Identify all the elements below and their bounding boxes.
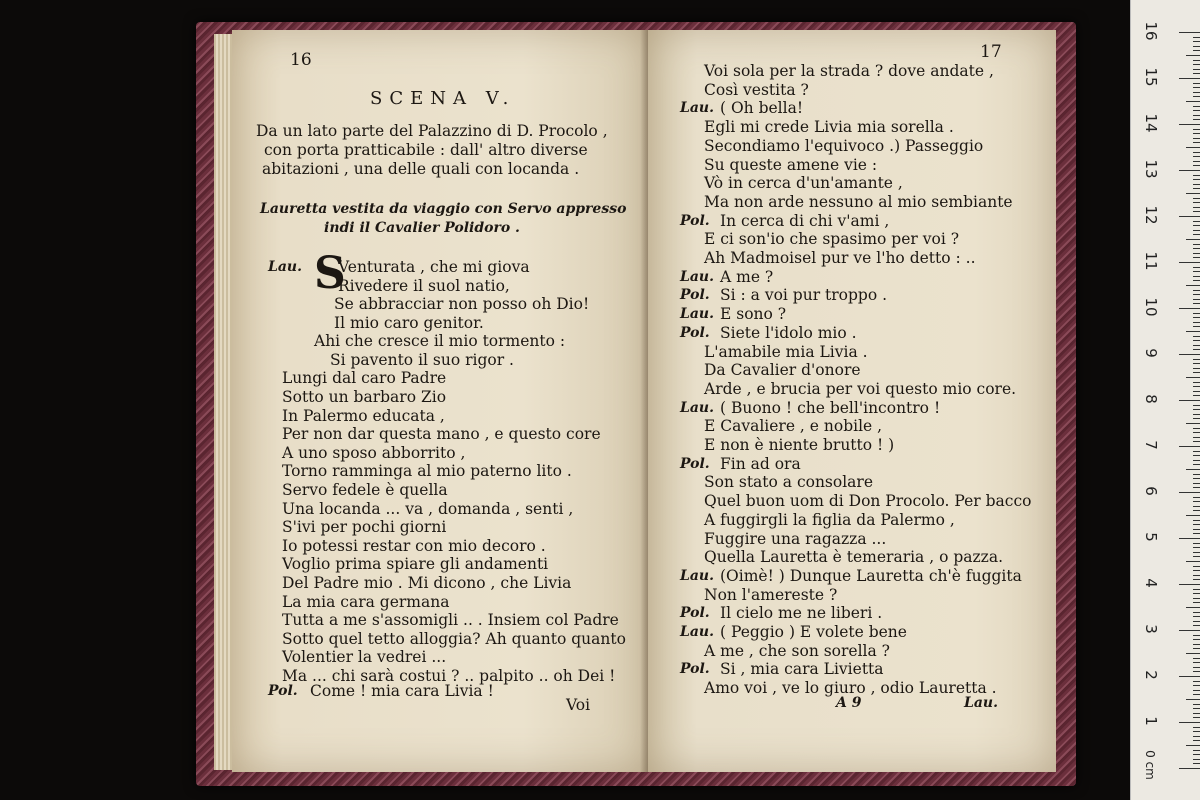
- verse-line: Il mio caro genitor.: [334, 313, 484, 332]
- ruler-tick: [1193, 740, 1200, 741]
- ruler-tick: [1193, 133, 1200, 134]
- verse-line: Del Padre mio . Mi dicono , che Livia: [282, 574, 572, 592]
- ruler-number: 1: [1142, 716, 1160, 726]
- signature-mark: A 9: [836, 695, 862, 711]
- ruler-tick: [1193, 211, 1200, 212]
- ruler-tick: [1193, 359, 1200, 360]
- speaker-label: Lau.: [680, 268, 714, 285]
- ruler-tick: [1193, 83, 1200, 84]
- ruler-tick: [1193, 46, 1200, 47]
- dialogue-line: In cerca di chi v'ami ,: [720, 211, 890, 230]
- ruler-tick: [1193, 280, 1200, 281]
- dialogue-line: ( Buono ! che bell'incontro !: [720, 398, 941, 417]
- ruler-number: 14: [1142, 113, 1160, 133]
- dialogue-line: E Cavaliere , e nobile ,: [704, 417, 883, 436]
- ruler-tick: [1193, 409, 1200, 410]
- ruler-tick: [1193, 60, 1200, 61]
- ruler-tick: [1186, 55, 1200, 56]
- ruler-tick: [1193, 763, 1200, 764]
- ruler-tick: [1193, 299, 1200, 300]
- ruler-tick: [1179, 630, 1200, 631]
- ruler-tick: [1193, 349, 1200, 350]
- ruler-tick: [1193, 658, 1200, 659]
- ruler-tick: [1186, 607, 1200, 608]
- ruler-tick: [1193, 501, 1200, 502]
- ruler-tick: [1193, 510, 1200, 511]
- verse-line: Ahi che cresce il mio tormento :: [314, 332, 566, 351]
- ruler-tick: [1179, 170, 1200, 171]
- ruler-number: 9: [1142, 348, 1160, 358]
- ruler-tick: [1193, 552, 1200, 553]
- dialogue-line: Egli mi crede Livia mia sorella .: [704, 118, 954, 137]
- ruler-tick: [1193, 621, 1200, 622]
- dialogue-line: Voi sola per la strada ? dove andate ,: [704, 62, 994, 80]
- ruler-tick: [1193, 317, 1200, 318]
- page-number: 17: [980, 42, 1002, 62]
- ruler-tick: [1193, 165, 1200, 166]
- ruler-tick: [1193, 704, 1200, 705]
- ruler-tick: [1193, 156, 1200, 157]
- ruler-tick: [1193, 616, 1200, 617]
- ruler-tick: [1193, 340, 1200, 341]
- ruler-tick: [1179, 722, 1200, 723]
- ruler-tick: [1193, 451, 1200, 452]
- ruler-tick: [1179, 400, 1200, 401]
- ruler-tick: [1193, 303, 1200, 304]
- ruler-tick: [1193, 487, 1200, 488]
- ruler-tick: [1193, 188, 1200, 189]
- ruler-number: 6: [1142, 486, 1160, 496]
- ruler-tick: [1193, 635, 1200, 636]
- ruler-tick: [1186, 515, 1200, 516]
- ruler-tick: [1179, 354, 1200, 355]
- dialogue-line: E non è niente brutto ! ): [704, 436, 895, 454]
- ruler-tick: [1193, 73, 1200, 74]
- verse-line: Voglio prima spiare gli andamenti: [282, 555, 549, 574]
- ruler-tick: [1193, 87, 1200, 88]
- dialogue-line: Fin ad ora: [720, 454, 801, 473]
- ruler-tick: [1193, 115, 1200, 116]
- ruler-tick: [1193, 290, 1200, 291]
- ruler-tick: [1186, 239, 1200, 240]
- ruler-tick: [1193, 437, 1200, 438]
- dialogue-line: Si , mia cara Livietta: [720, 660, 884, 679]
- dialogue-line: A me , che son sorella ?: [704, 641, 890, 660]
- verse-line: Per non dar questa mano , e questo core: [282, 425, 601, 444]
- dialogue-line: Il cielo me ne liberi .: [720, 604, 883, 623]
- ruler-tick: [1193, 184, 1200, 185]
- speaker-label: Pol.: [680, 661, 710, 678]
- ruler-tick: [1193, 736, 1200, 737]
- ruler-tick: [1193, 717, 1200, 718]
- dialogue-line: L'amabile mia Livia .: [704, 342, 868, 361]
- ruler-tick: [1193, 179, 1200, 180]
- ruler-tick: [1193, 253, 1200, 254]
- ruler-tick: [1193, 69, 1200, 70]
- ruler-tick: [1193, 506, 1200, 507]
- ruler-tick: [1193, 625, 1200, 626]
- ruler-tick: [1193, 175, 1200, 176]
- ruler-tick: [1193, 667, 1200, 668]
- ruler-tick: [1179, 768, 1200, 769]
- dialogue-line: Quel buon uom di Don Procolo. Per bacco: [704, 492, 1032, 511]
- ruler-tick: [1193, 368, 1200, 369]
- ruler-tick: [1193, 294, 1200, 295]
- ruler-tick: [1193, 152, 1200, 153]
- ruler-tick: [1186, 653, 1200, 654]
- ruler-tick: [1193, 391, 1200, 392]
- ruler-tick: [1179, 446, 1200, 447]
- ruler-tick: [1193, 648, 1200, 649]
- speaker-label: Lau.: [680, 567, 714, 584]
- ruler-tick: [1186, 101, 1200, 102]
- ruler-tick: [1193, 225, 1200, 226]
- ruler-tick: [1179, 262, 1200, 263]
- ruler-tick: [1193, 138, 1200, 139]
- ruler-number: 10: [1142, 297, 1160, 317]
- ruler-tick: [1193, 662, 1200, 663]
- ruler-tick: [1193, 593, 1200, 594]
- ruler-tick: [1193, 460, 1200, 461]
- speaker-label: Pol.: [680, 455, 710, 472]
- verse-line: Si pavento il suo rigor .: [330, 350, 514, 369]
- ruler-number: 8: [1142, 394, 1160, 404]
- ruler-number: 11: [1142, 251, 1160, 271]
- character-line: indi il Cavalier Polidoro .: [324, 220, 520, 236]
- ruler-tick: [1193, 524, 1200, 525]
- ruler-tick: [1193, 543, 1200, 544]
- ruler-number: 12: [1142, 205, 1160, 225]
- ruler-number: 3: [1142, 624, 1160, 634]
- verse-line: Sotto un barbaro Zio: [282, 388, 447, 406]
- ruler-tick: [1193, 202, 1200, 203]
- ruler-tick: [1179, 676, 1200, 677]
- ruler-tick: [1193, 566, 1200, 567]
- ruler-tick: [1179, 584, 1200, 585]
- setting-line: Da un lato parte del Palazzino di D. Procolo ,: [256, 122, 608, 140]
- verse-line: Venturata , che mi giova: [338, 258, 530, 276]
- ruler-tick: [1193, 602, 1200, 603]
- ruler-tick: [1179, 308, 1200, 309]
- ruler-tick: [1193, 110, 1200, 111]
- setting-line: abitazioni , una delle quali con locanda .: [262, 160, 580, 178]
- catchword: Voi: [566, 696, 591, 714]
- ruler-tick: [1193, 92, 1200, 93]
- speaker-label: Pol.: [268, 683, 298, 699]
- ruler-tick: [1193, 497, 1200, 498]
- dialogue-line: Non l'amereste ?: [704, 585, 838, 604]
- ruler-tick: [1193, 207, 1200, 208]
- ruler-tick: [1193, 685, 1200, 686]
- ruler-tick: [1193, 579, 1200, 580]
- ruler-tick: [1193, 418, 1200, 419]
- ruler-tick: [1186, 423, 1200, 424]
- ruler-tick: [1193, 759, 1200, 760]
- ruler-tick: [1193, 372, 1200, 373]
- page-number: 16: [290, 50, 312, 70]
- ruler-tick: [1193, 271, 1200, 272]
- dialogue-line: Secondiamo l'equivoco .) Passeggio: [704, 136, 984, 155]
- dialogue-line: Amo voi , ve lo giuro , odio Lauretta .: [704, 679, 997, 698]
- speaker-label: Lau.: [680, 100, 714, 117]
- verse-line: Ma ... chi sarà costui ? .. palpito .. oh Dei !: [282, 667, 616, 685]
- ruler-tick: [1186, 469, 1200, 470]
- dialogue-line: Ma non arde nessuno al mio sembiante: [704, 192, 1013, 211]
- dialogue-line: Siete l'idolo mio .: [720, 323, 857, 342]
- ruler-tick: [1193, 681, 1200, 682]
- ruler-tick: [1193, 119, 1200, 120]
- verse-line: Io potessi restar con mio decoro .: [282, 536, 546, 555]
- ruler-tick: [1193, 612, 1200, 613]
- ruler-tick: [1193, 129, 1200, 130]
- ruler-tick: [1193, 142, 1200, 143]
- ruler-tick: [1193, 694, 1200, 695]
- ruler-tick: [1193, 533, 1200, 534]
- speaker-label: Lau.: [680, 624, 714, 640]
- ruler-tick: [1186, 699, 1200, 700]
- ruler-tick: [1193, 248, 1200, 249]
- verse-line: Rivedere il suol natio,: [338, 276, 510, 295]
- ruler-tick: [1193, 267, 1200, 268]
- verse-line: Tutta a me s'assomigli .. . Insiem col Padre: [282, 611, 619, 630]
- ruler-tick: [1193, 221, 1200, 222]
- ruler-tick: [1179, 32, 1200, 33]
- ruler-tick: [1193, 322, 1200, 323]
- ruler-tick: [1193, 639, 1200, 640]
- speaker-label: Pol.: [680, 324, 710, 341]
- verse-line: Lungi dal caro Padre: [282, 369, 447, 388]
- ruler-tick: [1193, 326, 1200, 327]
- ruler-tick: [1179, 124, 1200, 125]
- ruler-tick: [1193, 713, 1200, 714]
- ruler-tick: [1193, 64, 1200, 65]
- ruler-tick: [1193, 414, 1200, 415]
- ruler-tick: [1179, 538, 1200, 539]
- ruler-tick: [1193, 547, 1200, 548]
- ruler-number: 4: [1142, 578, 1160, 588]
- dialogue-line: Arde , e brucia per voi questo mio core.: [704, 379, 1017, 398]
- ruler-tick: [1193, 345, 1200, 346]
- ruler-tick: [1186, 193, 1200, 194]
- ruler-tick: [1193, 556, 1200, 557]
- ruler-tick: [1193, 483, 1200, 484]
- dialogue-line: E sono ?: [720, 305, 787, 324]
- speaker-label: Pol.: [680, 287, 710, 304]
- ruler-tick: [1193, 386, 1200, 387]
- ruler-tick: [1193, 276, 1200, 277]
- ruler-tick: [1193, 244, 1200, 245]
- ruler-tick: [1193, 529, 1200, 530]
- speaker-label: Lau.: [268, 259, 302, 275]
- verse-line: Servo fedele è quella: [282, 481, 448, 499]
- ruler-tick: [1193, 405, 1200, 406]
- ruler-tick: [1186, 285, 1200, 286]
- verse-line: Torno ramminga al mio paterno lito .: [282, 462, 572, 481]
- ruler-tick: [1193, 727, 1200, 728]
- ruler-tick: [1186, 377, 1200, 378]
- catchword: Lau.: [964, 695, 998, 711]
- verse-line: La mia cara germana: [282, 592, 450, 611]
- ruler-tick: [1193, 363, 1200, 364]
- dialogue-line: Quella Lauretta è temeraria , o pazza.: [704, 548, 1004, 567]
- drop-cap: S: [314, 248, 346, 299]
- dialogue-line: ( Oh bella!: [720, 99, 804, 118]
- scene-title: SCENA V.: [370, 88, 516, 109]
- ruler-tick: [1193, 50, 1200, 51]
- verse-line: Sotto quel tetto alloggia? Ah quanto quanto: [282, 629, 626, 648]
- ruler-tick: [1193, 598, 1200, 599]
- ruler-tick: [1179, 492, 1200, 493]
- ruler-tick: [1193, 395, 1200, 396]
- verse-line: S'ivi per pochi giorni: [282, 518, 447, 537]
- ruler-tick: [1193, 41, 1200, 42]
- speaker-label: Pol.: [680, 212, 710, 229]
- dialogue-line: Fuggire una ragazza ...: [704, 529, 887, 548]
- left-page: [232, 30, 648, 772]
- dialogue-line: E ci son'io che spasimo per voi ?: [704, 230, 960, 249]
- ruler-tick: [1193, 750, 1200, 751]
- ruler-tick: [1193, 336, 1200, 337]
- ruler-tick: [1193, 570, 1200, 571]
- ruler-tick: [1193, 198, 1200, 199]
- ruler-tick: [1193, 575, 1200, 576]
- ruler-tick: [1186, 147, 1200, 148]
- ruler-tick: [1186, 331, 1200, 332]
- ruler-tick: [1193, 754, 1200, 755]
- ruler-number: 7: [1142, 440, 1160, 450]
- dialogue-line: Si : a voi pur troppo .: [720, 286, 888, 305]
- ruler-tick: [1193, 464, 1200, 465]
- ruler-tick: [1186, 561, 1200, 562]
- ruler-tick: [1193, 96, 1200, 97]
- dialogue-line: (Oimè! ) Dunque Lauretta ch'è fuggita: [720, 566, 1022, 585]
- ruler-tick: [1193, 230, 1200, 231]
- ruler-tick: [1193, 432, 1200, 433]
- ruler-tick: [1193, 455, 1200, 456]
- ruler-tick: [1193, 428, 1200, 429]
- ruler-number: 2: [1142, 670, 1160, 680]
- character-line: Lauretta vestita da viaggio con Servo appresso: [260, 201, 627, 217]
- right-page: [648, 30, 1056, 772]
- ruler-tick: [1193, 234, 1200, 235]
- dialogue-line: Vò in cerca d'un'amante ,: [704, 174, 903, 193]
- ruler-tick: [1193, 690, 1200, 691]
- dialogue-line: ( Peggio ) E volete bene: [720, 623, 907, 641]
- ruler-tick: [1193, 731, 1200, 732]
- dialogue-line: Son stato a consolare: [704, 473, 874, 492]
- ruler-number: 5: [1142, 532, 1160, 542]
- speaker-label: Pol.: [680, 605, 710, 622]
- dialogue-line: A me ?: [720, 267, 774, 286]
- ruler-tick: [1186, 745, 1200, 746]
- ruler-number: 13: [1142, 159, 1160, 179]
- dialogue-line: Ah Madmoisel pur ve l'ho detto : ..: [704, 249, 976, 267]
- dialogue-line: Da Cavalier d'onore: [704, 361, 861, 380]
- scale-ruler: [1130, 0, 1200, 800]
- ruler-tick: [1193, 589, 1200, 590]
- ruler-tick: [1193, 161, 1200, 162]
- ruler-tick: [1193, 644, 1200, 645]
- ruler-tick: [1193, 474, 1200, 475]
- ruler-tick: [1193, 478, 1200, 479]
- verse-line: Come ! mia cara Livia !: [310, 682, 494, 700]
- ruler-tick: [1179, 78, 1200, 79]
- ruler-unit: 0 cm: [1142, 750, 1157, 780]
- verse-line: A uno sposo abborrito ,: [282, 443, 466, 462]
- dialogue-line: Su queste amene vie :: [704, 155, 878, 174]
- ruler-tick: [1193, 441, 1200, 442]
- ruler-tick: [1193, 313, 1200, 314]
- verse-line: Una locanda ... va , domanda , senti ,: [282, 499, 574, 518]
- ruler-number: 16: [1142, 21, 1160, 41]
- verse-line: Volentier la vedrei ...: [282, 648, 447, 667]
- speaker-label: Lau.: [680, 399, 714, 416]
- ruler-tick: [1193, 382, 1200, 383]
- dialogue-line: Così vestita ?: [704, 80, 809, 99]
- ruler-tick: [1193, 708, 1200, 709]
- ruler-tick: [1193, 520, 1200, 521]
- dialogue-line: A fuggirgli la figlia da Palermo ,: [704, 510, 955, 529]
- verse-line: In Palermo educata ,: [282, 406, 445, 425]
- ruler-tick: [1193, 257, 1200, 258]
- ruler-number: 15: [1142, 67, 1160, 87]
- ruler-tick: [1193, 671, 1200, 672]
- setting-line: con porta pratticabile : dall' altro diverse: [264, 141, 588, 159]
- verse-line: Se abbracciar non posso oh Dio!: [334, 295, 590, 313]
- ruler-tick: [1193, 37, 1200, 38]
- speaker-label: Lau.: [680, 306, 714, 323]
- ruler-tick: [1179, 216, 1200, 217]
- ruler-tick: [1193, 106, 1200, 107]
